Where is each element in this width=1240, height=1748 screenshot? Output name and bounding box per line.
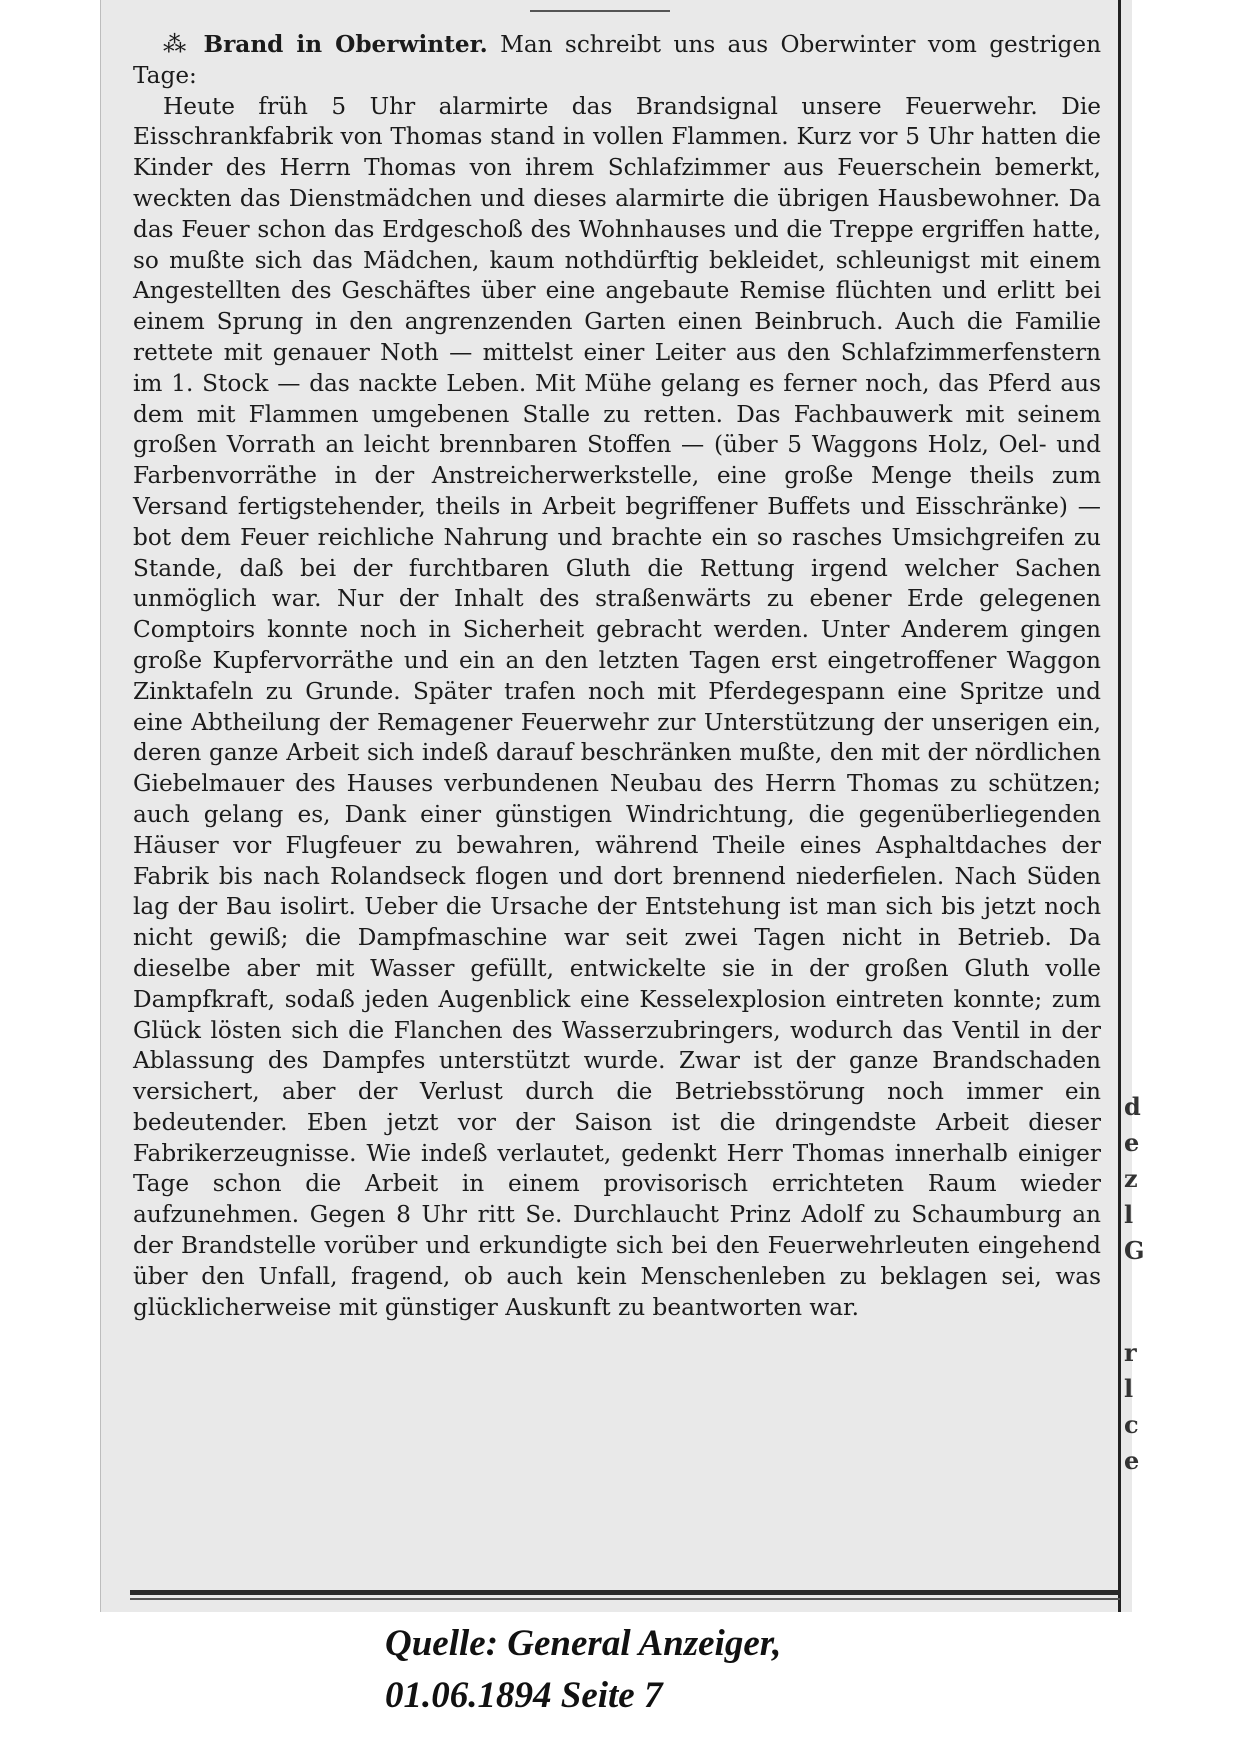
article-lead: Man schreibt uns aus Oberwinter vom gestrigen Tage: <box>133 31 1102 89</box>
margin-fragment: z <box>1124 1164 1138 1193</box>
newspaper-scan <box>100 0 1145 1612</box>
section-marker: ⁂ <box>163 31 192 58</box>
article-body: Heute früh 5 Uhr alarmirte das Brandsignal unsere Feuerwehr. Die Eisschrankfabrik von Thomas stand in vollen Flammen. Kurz vor 5 Uhr hatten die Kinder des Herrn Thomas von ihrem Schlafzimmer aus Feuerschein bemerkt, weckten das Dienstmädchen und dieses alarmirte die übrigen Hausbewohner. Da das Feuer schon das Erdgeschoß des Wohnhauses und die Treppe ergriffen hatte, so mußte sich das Mädchen, kaum nothdürftig bekleidet, schleunigst mit einem Angestellten des Geschäftes über eine angebaute Remise flüchten und erlitt bei einem Sprung in den angrenzenden Garten einen Beinbruch. Auch die Familie rettete mit genauer Noth — mittelst einer Leiter aus den Schlafzimmerfenstern im 1. Stock — das nackte Leben. Mit Mühe gelang es ferner noch, das Pferd aus dem mit Flammen umgebenen Stalle zu retten. Das Fachbauwerk mit seinem großen Vorrath an leicht brennbaren Stoffen — (über 5 Waggons Holz, Oel- und Farbenvorräthe in der Anstreicherwerkstelle, eine große Menge theils zum Versand fertigstehender, theils in Arbeit begriffener Buffets und Eisschränke) — bot dem Feuer reichliche Nahrung und brachte ein so rasches Umsichgreifen zu Stande, daß bei der furchtbaren Gluth die Rettung irgend welcher Sachen unmöglich war. Nur der Inhalt des straßenwärts zu ebener Erde gelegenen Comptoirs konnte noch in Sicherheit gebracht werden. Unter Anderem gingen große Kupfervorräthe und ein an den letzten Tagen erst eingetroffener Waggon Zinktafeln zu Grunde. Später trafen noch mit Pferdegespann eine Spritze und eine Abtheilung der Remagener Feuerwehr zur Unterstützung der unserigen ein, deren ganze Arbeit sich indeß darauf beschränken mußte, den mit der nördlichen Giebelmauer des Hauses verbundenen Neubau des Herrn Thomas zu schützen; auch gelang es, Dank einer günstigen Windrichtung, die gegenüberliegenden Häuser vor Flugfeuer zu bewahren, während Theile eines Asphaltdaches der Fabrik bis nach Rolandseck flogen und dort brennend niederfielen. Nach Süden lag der Bau isolirt. Ueber die Ursache der Entstehung ist man sich bis jetzt noch nicht gewiß; die Dampfmaschine war seit zwei Tagen nicht in Betrieb. Da dieselbe aber mit Wasser gefüllt, entwickelte sie in der großen Gluth volle Dampfkraft, sodaß jeden Augenblick eine Kesselexplosion eintreten konnte; zum Glück lösten sich die Flanchen des Wasserzubringers, wodurch das Ventil in der Ablassung des Dampfes unterstützt wurde. Zwar ist der ganze Brandschaden versichert, aber der Verlust durch die Betriebsstörung noch immer ein bedeutender. Eben jetzt vor der Saison ist die dringendste Arbeit dieser Fabrikerzeugnisse. Wie indeß verlautet, gedenkt Herr Thomas innerhalb einiger Tage schon die Arbeit in einem provisorisch errichteten Raum wieder aufzunehmen. Gegen 8 Uhr ritt Se. Durchlaucht Prinz Adolf zu Schaumburg an der Brandstelle vorüber und erkundigte sich bei den Feuerwehrleuten eingehend über den Unfall, fragend, ob auch kein Menschenleben zu beklagen sei, was glücklicherweise mit günstiger Auskunft zu beantworten war. <box>133 92 1101 1321</box>
article-heading-paragraph <box>133 30 1101 92</box>
source-caption <box>385 1618 781 1722</box>
margin-fragment: r <box>1124 1338 1137 1367</box>
article-end-rule <box>130 1590 1120 1595</box>
article-headline: Brand in Oberwinter. <box>203 31 488 58</box>
margin-fragment: l <box>1124 1200 1134 1229</box>
top-separator-rule <box>530 10 670 12</box>
margin-fragment: e <box>1124 1128 1140 1157</box>
margin-fragment: c <box>1124 1410 1139 1439</box>
margin-fragment: e <box>1124 1446 1140 1475</box>
column-divider-rule <box>1118 0 1121 1612</box>
margin-fragment: G <box>1124 1236 1145 1265</box>
margin-fragment: d <box>1124 1092 1141 1121</box>
source-line-1: Quelle: General Anzeiger, <box>385 1623 782 1664</box>
margin-fragment: l <box>1124 1374 1134 1403</box>
article <box>133 30 1101 1323</box>
article-end-rule-thin <box>130 1598 1120 1600</box>
left-column-edge <box>100 0 101 1612</box>
source-line-2: 01.06.1894 Seite 7 <box>385 1675 663 1716</box>
